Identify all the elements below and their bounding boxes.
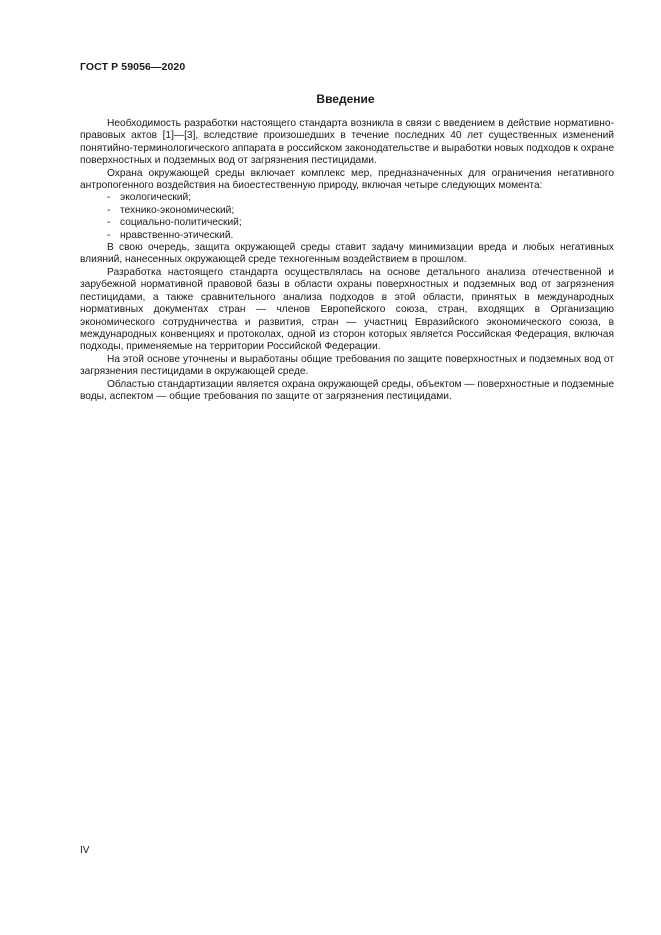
list-item	[80, 217, 614, 229]
list-item-text: экологический;	[120, 192, 192, 204]
paragraph: Необходимость разработки настоящего стандарта возникла в связи с введением в действие нормативно-правовых актов [1]—[3], вследствие произошедших в течение последних 40 лет существенных изменений понятийно-терминологического аппарата в российском законодательстве и выработки новых подходов к охране поверхностных и подземных вод от загрязнения пестицидами.	[80, 118, 614, 167]
paragraph: Разработка настоящего стандарта осуществлялась на основе детального анализа отечественной и зарубежной нормативной правовой базы в области охраны поверхностных и подземных вод от загрязнения пестицидами, а также сравнительного анализа подходов в этой области, принятых в международных нормативных документах стран — членов Европейского союза, стран, входящих в Организацию экономического сотрудничества и развития, стран — участниц Евразийского экономического союза, в международных конвенциях и протоколах, одной из сторон которых является Российская Федерация, включая подходы, применяемые на территории Российской Федерации.	[80, 266, 614, 353]
list-dash: -	[107, 192, 111, 204]
paragraph: Областью стандартизации является охрана окружающей среды, объектом — поверхностные и подземные воды, аспектом — общие требования по защите от загрязнения пестицидами.	[80, 378, 614, 402]
list-item	[80, 230, 614, 242]
list-item	[80, 192, 614, 204]
page-number: IV	[80, 845, 90, 856]
list-dash: -	[107, 204, 111, 216]
list-item-text: социально-политический;	[120, 217, 242, 229]
list-item	[80, 205, 614, 217]
list-dash: -	[107, 217, 111, 229]
paragraph: Охрана окружающей среды включает комплекс мер, предназначенных для ограничения негативного антропогенного воздействия на биоестественную природу, включая четыре следующих момента:	[80, 167, 614, 192]
paragraph: На этой основе уточнены и выработаны общие требования по защите поверхностных и подземных вод от загрязнения пестицидами в окружающей среде.	[80, 353, 614, 378]
list-item-text: нравственно-этический.	[120, 229, 234, 241]
paragraph: В свою очередь, защита окружающей среды ставит задачу минимизации вреда и любых негативных влияний, нанесенных окружающей среде техногенным воздействием в прошлом.	[80, 242, 614, 266]
list-item-text: технико-экономический;	[120, 204, 235, 216]
introduction-body	[80, 118, 614, 403]
list-dash: -	[107, 229, 111, 241]
section-title: Введение	[316, 92, 375, 106]
document-id-header: ГОСТ Р 59056—2020	[80, 61, 186, 73]
